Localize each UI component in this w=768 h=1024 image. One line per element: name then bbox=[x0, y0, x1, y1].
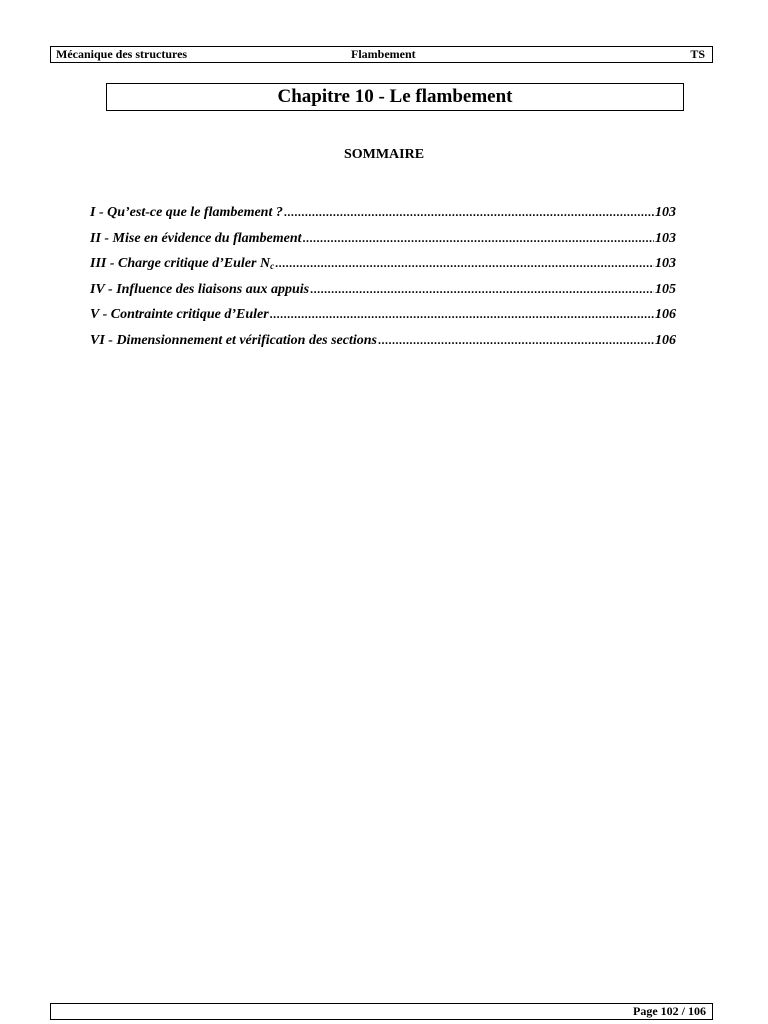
toc-dot-leader bbox=[275, 256, 654, 271]
toc-dot-leader bbox=[270, 307, 654, 322]
toc-item-label: I - Qu’est-ce que le flambement ? bbox=[90, 205, 283, 220]
toc-item[interactable] bbox=[90, 333, 676, 359]
toc-item-label: VI - Dimensionnement et vérification des sections bbox=[90, 332, 377, 348]
toc-item[interactable] bbox=[90, 205, 676, 231]
toc-item[interactable] bbox=[90, 231, 676, 257]
toc-dot-leader bbox=[284, 205, 654, 220]
toc-dot-leader bbox=[303, 231, 654, 246]
summary-heading: SOMMAIRE bbox=[343, 147, 425, 162]
toc-item[interactable] bbox=[90, 282, 676, 308]
toc-item-page: 106 bbox=[655, 307, 676, 323]
page-footer bbox=[50, 1003, 713, 1020]
page-number: Page 102 / 106 bbox=[633, 1004, 706, 1018]
header-chapter-topic: Flambement bbox=[351, 47, 416, 61]
header-class-label: TS bbox=[690, 47, 705, 61]
toc-item-label-subscript: c bbox=[270, 261, 275, 272]
chapter-title: Chapitre 10 - Le flambement bbox=[277, 86, 513, 107]
toc-dot-leader bbox=[378, 333, 654, 348]
toc-item-page: 103 bbox=[655, 256, 676, 272]
toc-item-page: 105 bbox=[655, 281, 676, 297]
page-header bbox=[50, 46, 713, 63]
toc-item-label-wrapper bbox=[90, 256, 274, 272]
toc-item[interactable] bbox=[90, 307, 676, 333]
toc-item-label: II - Mise en évidence du flambement bbox=[90, 230, 302, 246]
table-of-contents bbox=[90, 205, 676, 359]
toc-item-page: 103 bbox=[655, 230, 676, 246]
header-course-title: Mécanique des structures bbox=[56, 47, 188, 61]
toc-item-page: 106 bbox=[655, 332, 676, 348]
toc-dot-leader bbox=[310, 282, 654, 297]
toc-item[interactable] bbox=[90, 256, 676, 282]
toc-item-page: 103 bbox=[655, 205, 676, 220]
chapter-title-box bbox=[106, 83, 684, 111]
toc-item-label: III - Charge critique d’Euler N bbox=[90, 256, 271, 272]
toc-item-label: V - Contrainte critique d’Euler bbox=[90, 307, 269, 323]
toc-item-label: IV - Influence des liaisons aux appuis bbox=[90, 281, 310, 297]
